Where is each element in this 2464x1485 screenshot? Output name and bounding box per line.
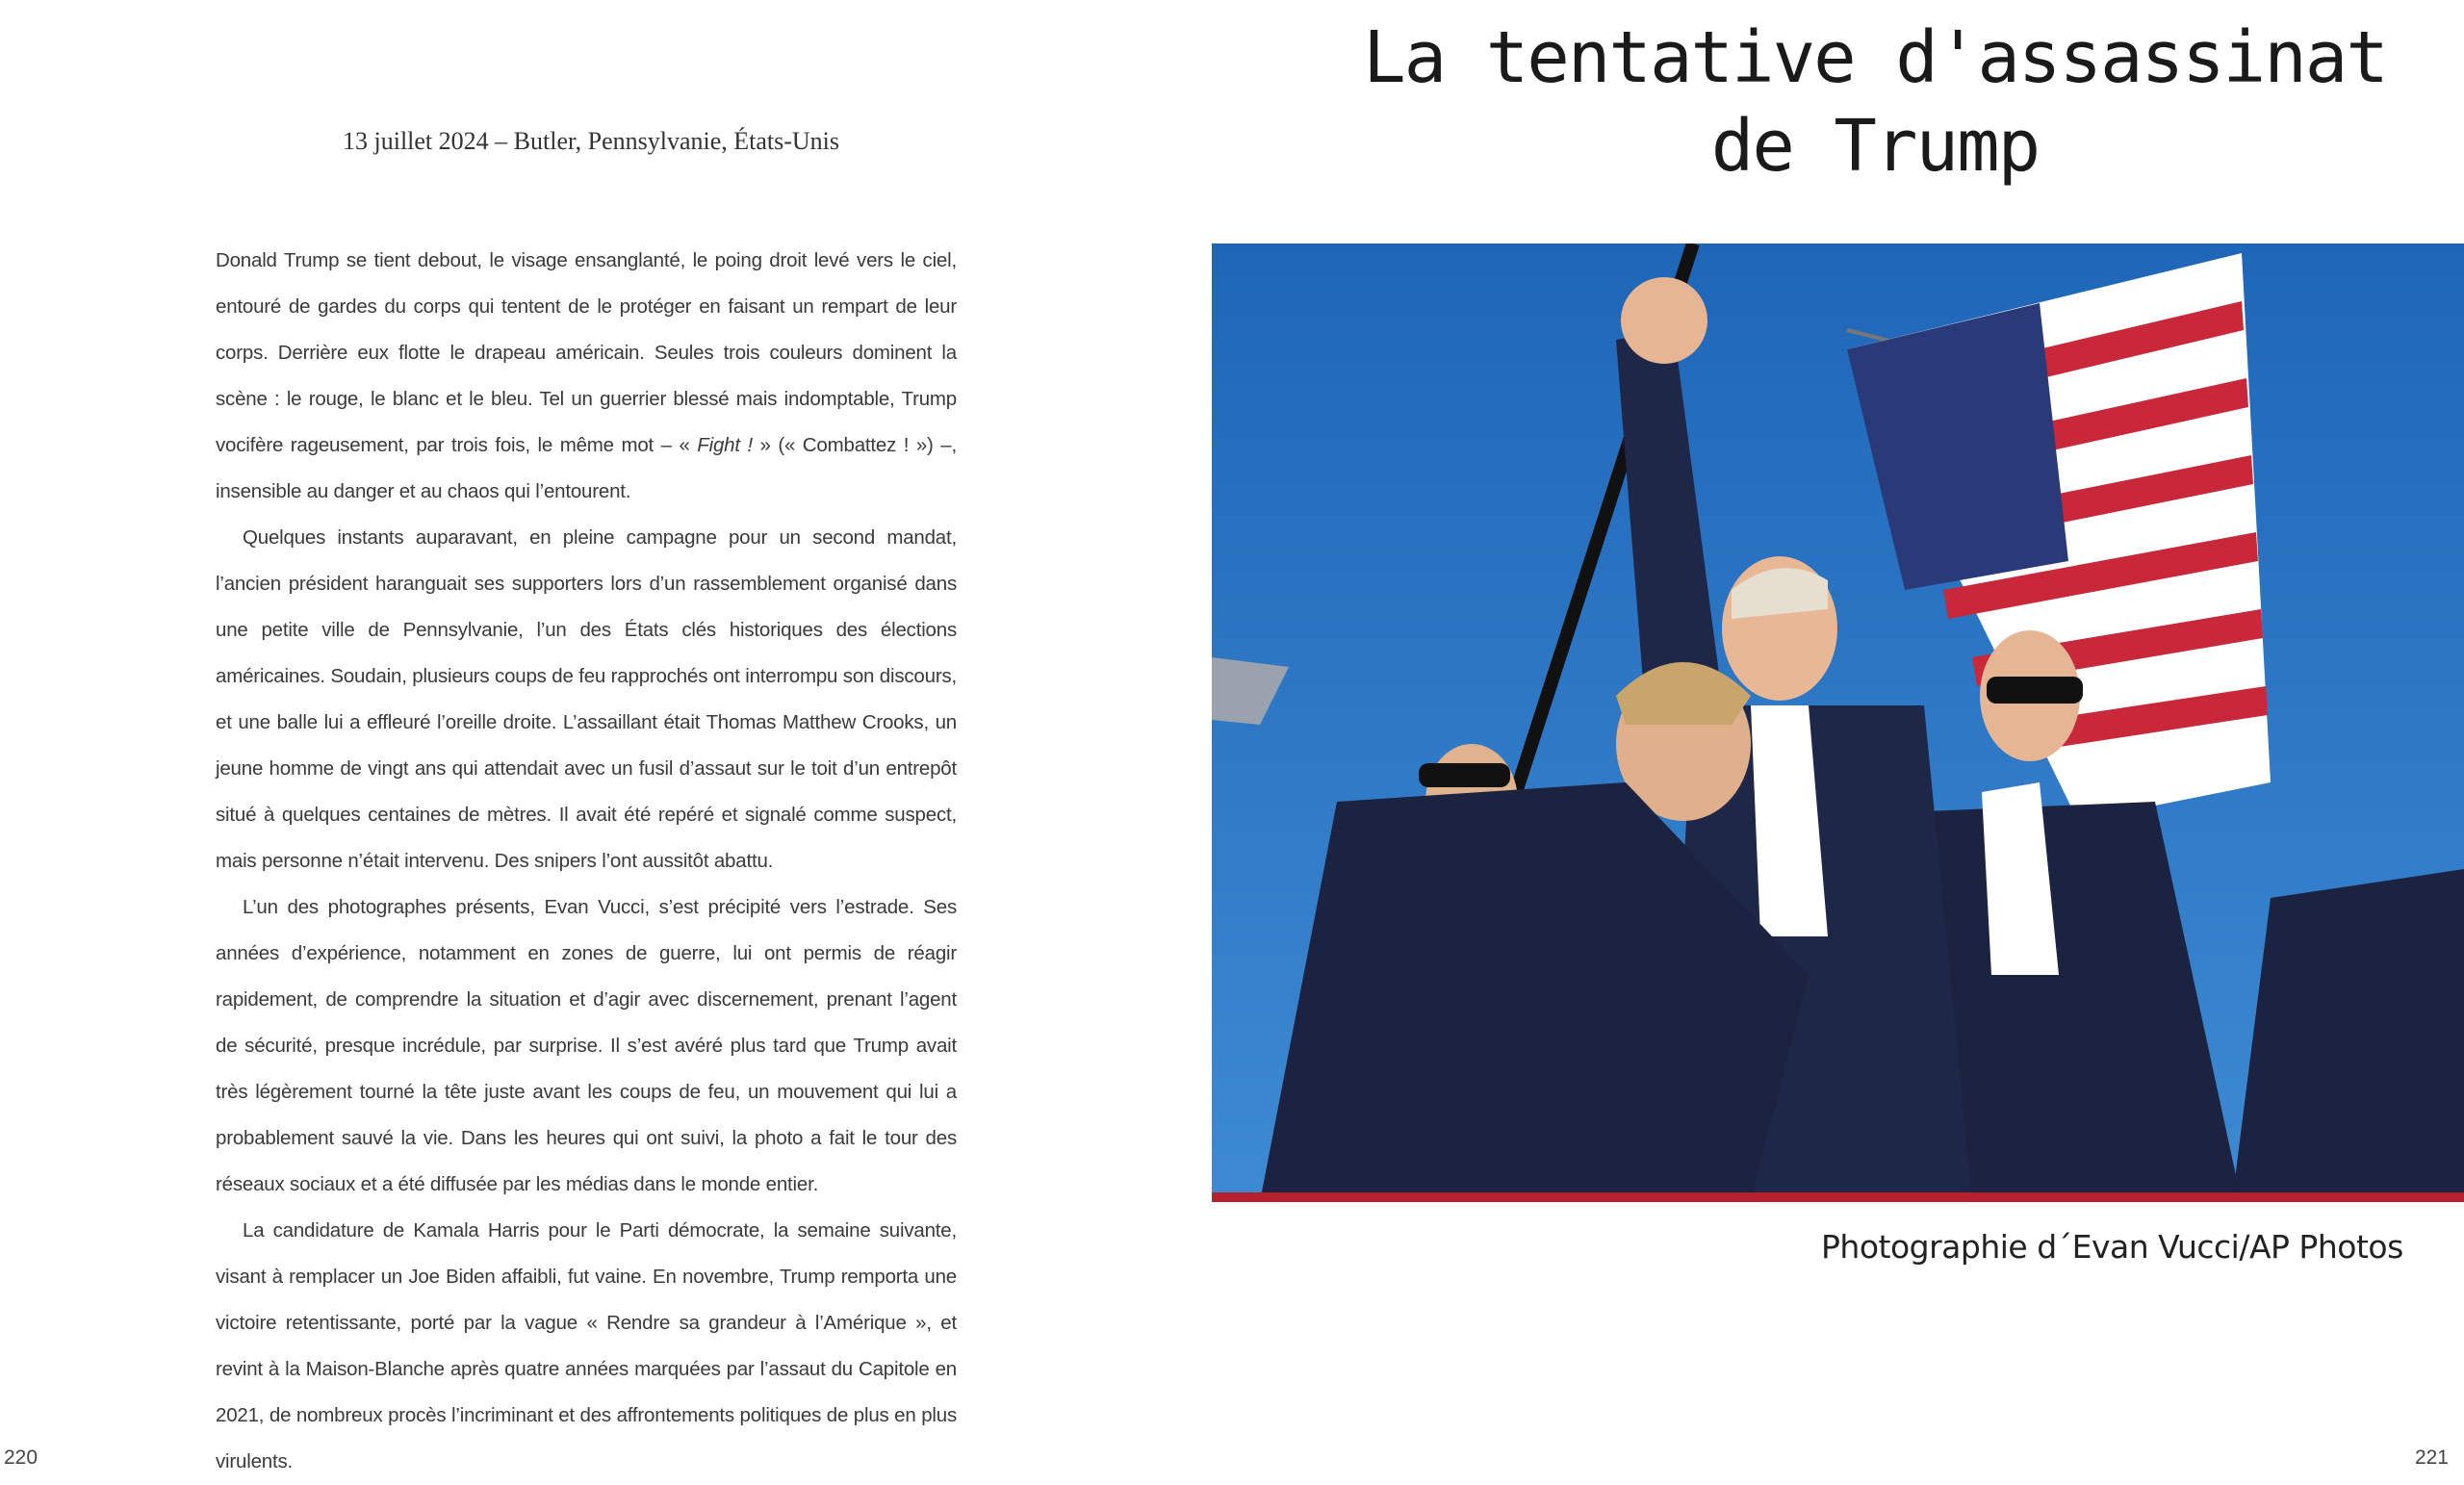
paragraph-4: La candidature de Kamala Harris pour le Parti démocrate, la semaine suivante, visant à remplacer un Joe Biden affaibli, fut vaine. En novembre, Trump remporta une victoire retentissante, porté par la vague « Rendre sa grandeur à l’Amérique », et revint à la Maison-Blanche après quatre années marquées par l’assaut du Capitole en 2021, de nombreux procès l’incriminant et des affrontements politiques de plus en plus virulents. xyxy=(216,1219,957,1472)
news-photo xyxy=(1212,243,2464,1202)
photo-caption: Photographie d´Evan Vucci/AP Photos xyxy=(1821,1228,2403,1266)
paragraph-1 xyxy=(216,238,957,515)
photo-illustration xyxy=(1212,243,2464,1202)
paragraph-2: Quelques instants auparavant, en pleine campagne pour un second mandat, l’ancien président haranguait ses supporters lors d’un rassemblement organisé dans une petite ville de Pennsylvanie, l’un des États clés historiques des élections américaines. Soudain, plusieurs coups de feu rapprochés ont interrompu son discours, et une balle lui a effleuré l’oreille droite. L’assaillant était Thomas Matthew Crooks, un jeune homme de vingt ans qui attendait avec un fusil d’assaut sur le toit d’un entrepôt situé à quelques centaines de mètres. Il avait été repéré et signalé comme suspect, mais personne n’était intervenu. Des snipers l’ont aussitôt abattu. xyxy=(216,526,957,872)
page-number-right: 221 xyxy=(2414,1447,2449,1469)
page-number-left: 220 xyxy=(4,1447,38,1469)
dateline: 13 juillet 2024 – Butler, Pennsylvanie, États-Unis xyxy=(343,127,840,155)
left-page xyxy=(0,0,1211,1475)
article-body xyxy=(216,238,957,1485)
page-title xyxy=(1346,13,2404,191)
paragraph-1-end: » (« Combattez ! ») –, insensible au danger et au chaos qui l’entourent. xyxy=(216,434,957,502)
paragraph-3: L’un des photographes présents, Evan Vucci, s’est précipité vers l’estrade. Ses années d’expérience, notamment en zones de guerre, lui ont permis de réagir rapidement, de comprendre la situation et d’agir avec discernement, prenant l’agent de sécurité, presque incrédule, par surprise. Il s’est avéré plus tard que Trump avait très légèrement tourné la tête juste avant les coups de feu, un mouvement qui lui a probablement sauvé la vie. Dans les heures qui ont suivi, la photo a fait le tour des réseaux sociaux et a été diffusée par les médias dans le monde entier. xyxy=(216,896,957,1195)
paragraph-1-quote: Fight ! xyxy=(697,434,753,456)
title-line-2: de Trump xyxy=(1710,105,2040,188)
paragraph-1-start: Donald Trump se tient debout, le visage ensanglanté, le poing droit levé vers le ciel, entouré de gardes du corps qui tentent de le protéger en faisant un rempart de leur corps. Derrière eux flotte le drapeau américain. Seules trois couleurs dominent la scène : le rouge, le blanc et le bleu. Tel un guerrier blessé mais indomptable, Trump vocifère rageusement, par trois fois, le même mot – « xyxy=(216,249,957,456)
title-line-1: La tentative d'assassinat xyxy=(1363,16,2387,99)
